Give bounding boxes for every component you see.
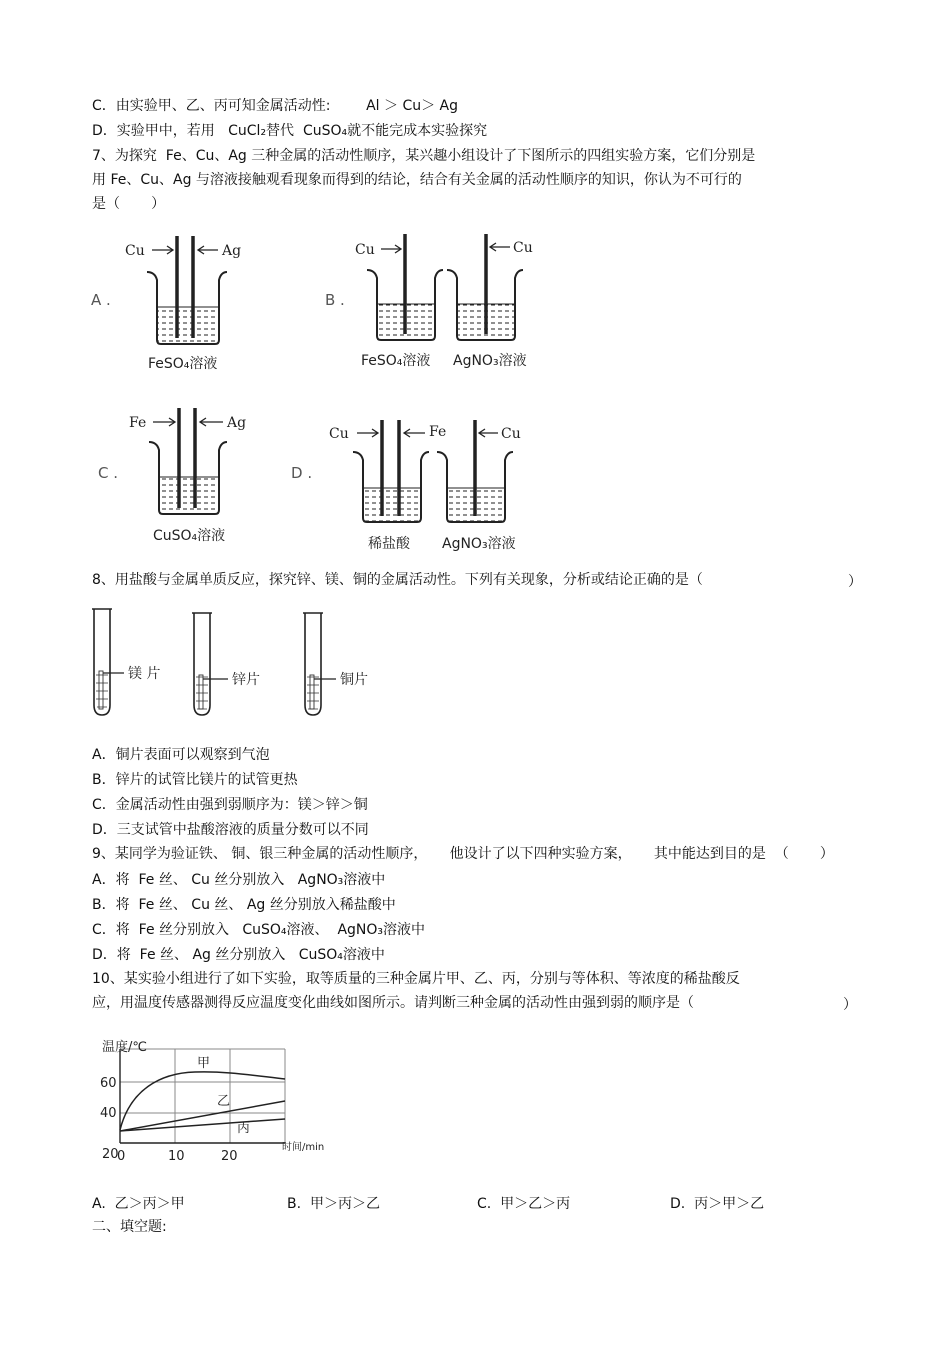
q7-stem-line2: 用 Fe、Cu、Ag 与溶液接触观看现象而得到的结论，结合有关金属的活动性顺序的知识，你认为不可行的 bbox=[92, 172, 742, 188]
q10-option-a: A. 乙＞丙＞甲 bbox=[92, 1196, 185, 1212]
y-tick-40: 40 bbox=[100, 1106, 117, 1121]
test-tube-cu bbox=[303, 613, 336, 715]
q10-option-c: C. 甲＞乙＞丙 bbox=[477, 1196, 571, 1212]
label-cu-b2: Cu bbox=[513, 240, 533, 256]
q7-figure bbox=[85, 230, 685, 560]
q8-option-c: C．金属活动性由强到弱顺序为：镁＞锌＞铜 bbox=[92, 797, 368, 813]
y-tick-60: 60 bbox=[100, 1076, 117, 1091]
solution-b2: AgNO₃溶液 bbox=[453, 353, 527, 369]
label-bing: 丙 bbox=[237, 1121, 251, 1136]
solution-a: FeSO₄溶液 bbox=[148, 356, 218, 372]
q9-option-d: D．将 Fe 丝、 Ag 丝分别放入 CuSO₄溶液中 bbox=[92, 947, 385, 963]
y-axis-label: 温度/℃ bbox=[102, 1040, 147, 1055]
label-ag-a: Ag bbox=[222, 243, 242, 259]
q7-stem-line3: 是（ ） bbox=[92, 196, 166, 212]
section-2-heading: 二、填空题: bbox=[92, 1219, 167, 1235]
solution-c: CuSO₄溶液 bbox=[153, 528, 226, 544]
solution-d2: AgNO₃溶液 bbox=[442, 536, 516, 552]
label-mg: 镁 片 bbox=[128, 666, 161, 682]
label-zn: 锌片 bbox=[232, 672, 260, 688]
q6-option-d: D．实验甲中，若用 CuCl₂替代 CuSO₄就不能完成本实验探究 bbox=[92, 123, 488, 139]
beaker-c bbox=[149, 442, 227, 514]
q10-close-paren: ） bbox=[843, 997, 857, 1013]
label-cu-d2: Cu bbox=[501, 426, 521, 442]
q8-option-a: A．铜片表面可以观察到气泡 bbox=[92, 747, 270, 763]
beaker-d1 bbox=[353, 452, 429, 522]
q8-option-d: D．三支试管中盐酸溶液的质量分数可以不同 bbox=[92, 822, 369, 838]
q9-stem: 9、某同学为验证铁、 铜、银三种金属的活动性顺序， 他设计了以下四种实验方案， 其中能达到目的是 （ ） bbox=[92, 846, 834, 862]
label-fe-c: Fe bbox=[129, 415, 147, 431]
label-cu-d1: Cu bbox=[329, 426, 349, 442]
y-tick-20: 20 bbox=[102, 1147, 119, 1162]
x-tick-20: 20 bbox=[221, 1149, 238, 1164]
q8-stem: 8、用盐酸与金属单质反应，探究锌、镁、铜的金属活动性。下列有关现象，分析或结论正确的是（ bbox=[92, 572, 703, 588]
option-a-letter: A . bbox=[91, 291, 111, 309]
beaker-a bbox=[147, 272, 227, 344]
q10-stem-line1: 10、某实验小组进行了如下实验，取等质量的三种金属片甲、乙、丙，分别与等体积、等浓度的稀盐酸反 bbox=[92, 971, 740, 987]
q8-figure bbox=[90, 605, 390, 725]
test-tube-zn bbox=[192, 613, 228, 715]
q10-stem-line2: 应，用温度传感器测得反应温度变化曲线如图所示。请判断三种金属的活动性由强到弱的顺序是（ bbox=[92, 995, 694, 1011]
q9-option-c: C．将 Fe 丝分别放入 CuSO₄溶液、 AgNO₃溶液中 bbox=[92, 922, 426, 938]
solution-b1: FeSO₄溶液 bbox=[361, 353, 431, 369]
solution-d1: 稀盐酸 bbox=[368, 536, 410, 552]
q8-option-b: B．锌片的试管比镁片的试管更热 bbox=[92, 772, 298, 788]
curve-bing bbox=[120, 1119, 285, 1131]
q6-option-c: C．由实验甲、乙、丙可知金属活动性: Al ＞ Cu＞ Ag bbox=[92, 98, 459, 114]
q10-option-d: D. 丙＞甲＞乙 bbox=[670, 1196, 765, 1212]
q10-option-b: B. 甲＞丙＞乙 bbox=[287, 1196, 380, 1212]
q9-option-b: B．将 Fe 丝、 Cu 丝、 Ag 丝分别放入稀盐酸中 bbox=[92, 897, 396, 913]
option-d-letter: D . bbox=[291, 464, 313, 482]
label-ag-c: Ag bbox=[227, 415, 247, 431]
x-tick-0: 0 bbox=[117, 1149, 126, 1164]
option-b-letter: B . bbox=[325, 291, 345, 309]
x-axis-label: 时间/min bbox=[282, 1142, 325, 1153]
label-fe-d1: Fe bbox=[429, 424, 447, 440]
curve-yi bbox=[120, 1101, 285, 1131]
q10-temperature-chart bbox=[100, 1035, 340, 1165]
q8-close-paren: ） bbox=[848, 574, 862, 590]
q7-stem-line1: 7、为探究 Fe、Cu、Ag 三种金属的活动性顺序，某兴趣小组设计了下图所示的四组实验方案，它们分别是 bbox=[92, 148, 756, 164]
label-cu: 铜片 bbox=[340, 672, 368, 688]
label-yi: 乙 bbox=[217, 1094, 231, 1109]
q9-option-a: A．将 Fe 丝、 Cu 丝分别放入 AgNO₃溶液中 bbox=[92, 872, 386, 888]
label-cu-a: Cu bbox=[125, 243, 145, 259]
test-tube-mg bbox=[92, 609, 124, 715]
x-tick-10: 10 bbox=[168, 1149, 185, 1164]
label-jia: 甲 bbox=[197, 1056, 211, 1071]
option-c-letter: C . bbox=[98, 464, 119, 482]
label-cu-b1: Cu bbox=[355, 242, 375, 258]
